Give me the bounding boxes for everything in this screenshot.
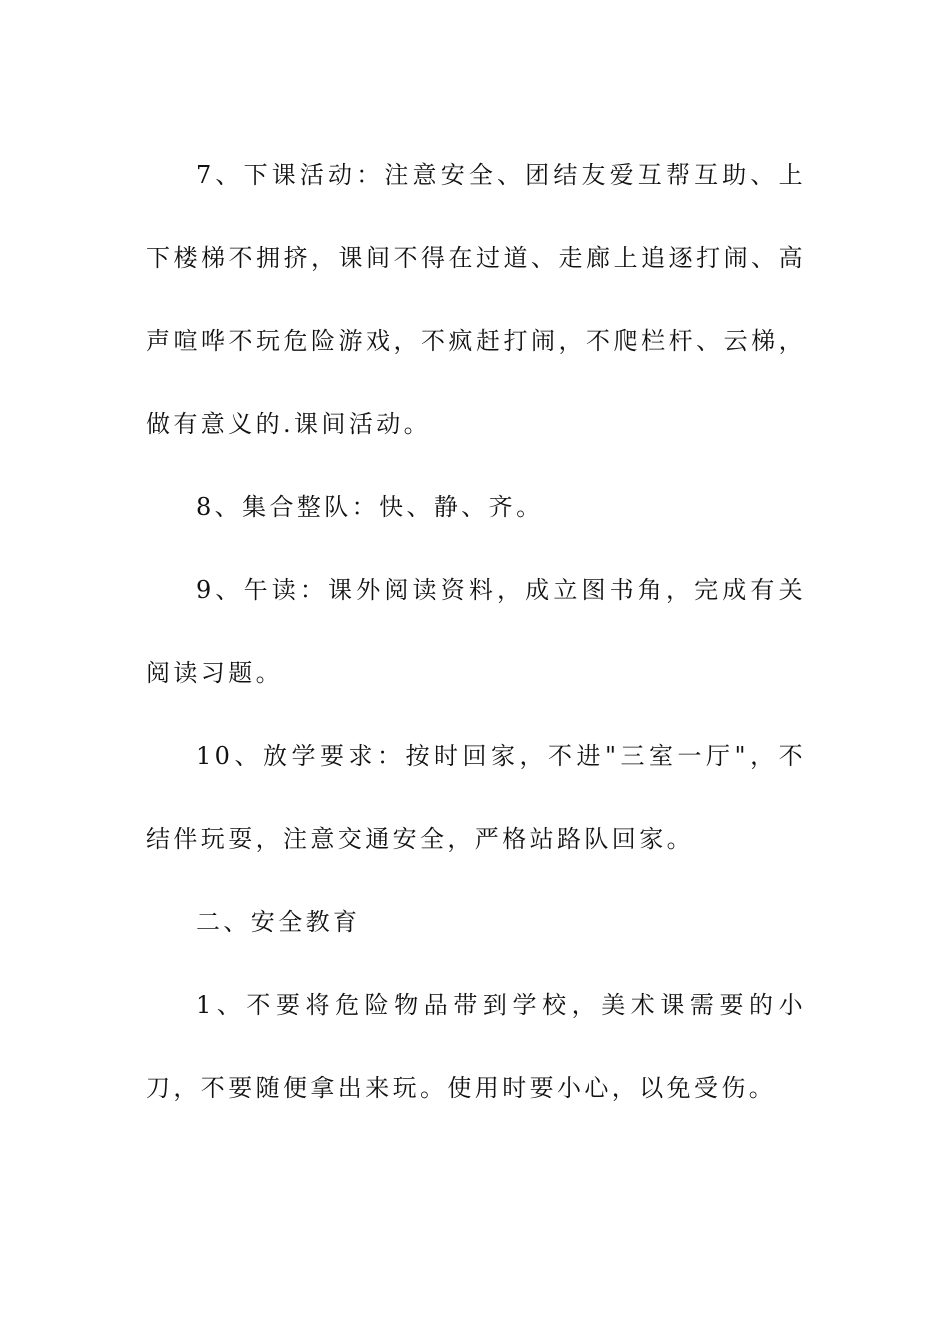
paragraph-item-9: 9、午读：课外阅读资料，成立图书角，完成有关阅读习题。 xyxy=(146,576,806,687)
section-heading: 二、安全教育 xyxy=(196,908,361,936)
paragraph-item-8: 8、集合整队：快、静、齐。 xyxy=(196,493,544,521)
paragraph-item-10: 10、放学要求：按时回家，不进"三室一厅"，不结伴玩耍，注意交通安全，严格站路队回家。 xyxy=(146,742,806,853)
paragraph-safety-1: 1、不要将危险物品带到学校，美术课需要的小刀，不要随便拿出来玩。使用时要小心，以免受伤。 xyxy=(146,991,806,1102)
document-body xyxy=(146,134,806,1130)
paragraph-item-7: 7、下课活动：注意安全、团结友爱互帮互助、上下楼梯不拥挤，课间不得在过道、走廊上追逐打闹、高声喧哗不玩危险游戏，不疯赶打闹，不爬栏杆、云梯，做有意义的.课间活动。 xyxy=(146,161,806,438)
